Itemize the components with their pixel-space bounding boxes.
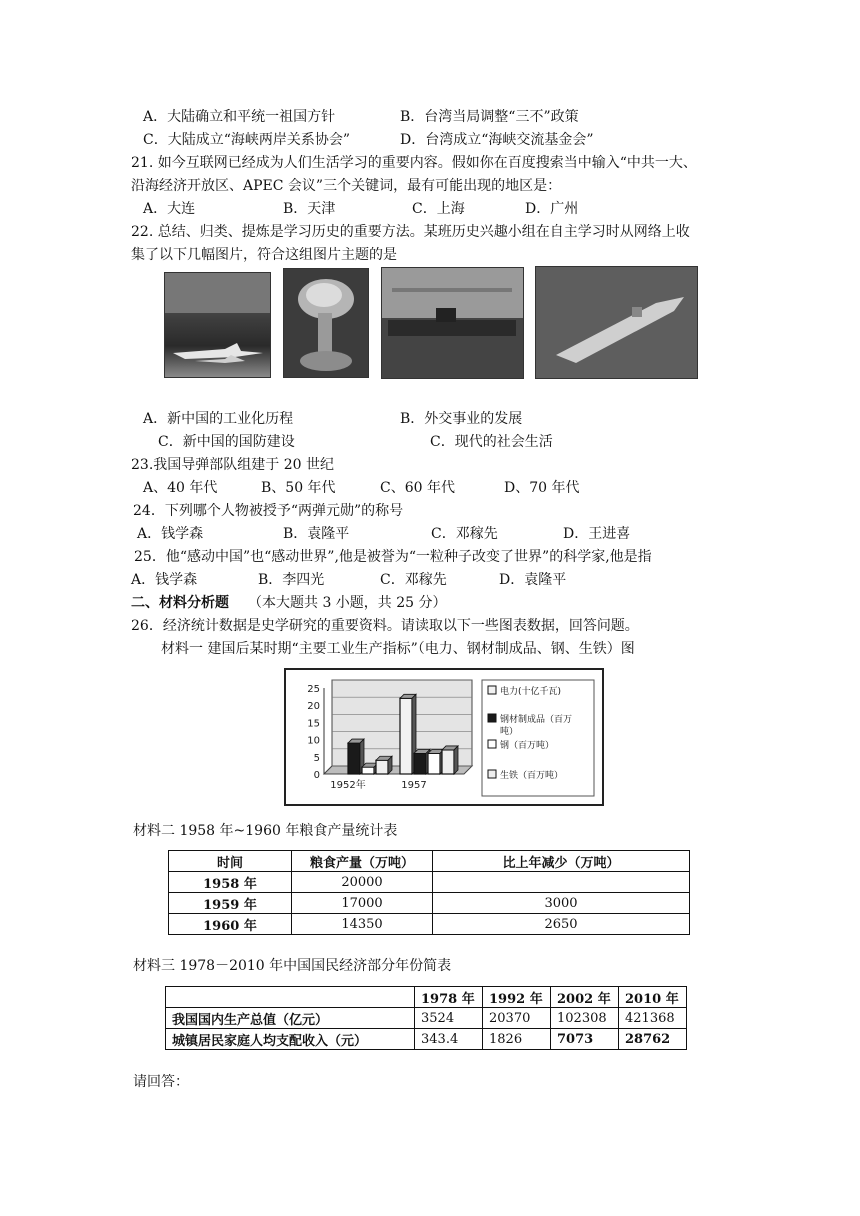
table-cell: 17000 [292,893,433,914]
q21-stem-line2: 沿海经济开放区、APEC 会议”三个关键词，最有可能出现的地区是： [131,178,562,194]
industry-chart-frame [284,668,604,806]
x-tick-label: 1952年 [330,780,366,791]
table-cell: 20000 [292,872,433,893]
table-row [169,914,690,935]
bar [414,753,426,774]
table-header-cell: 时间 [169,851,292,872]
bar [442,750,454,774]
table-cell: 7073 [551,1029,619,1050]
q20-option-d: D．台湾成立“海峡交流基金会” [400,132,594,148]
industry-bar-chart [286,670,602,804]
q25-stem: 25．他“感动中国”也“感动世界”,他是被誉为“一粒种子改变了世界”的科学家,他是指 [134,549,652,565]
table-header-cell: 2002 年 [551,987,619,1008]
legend-label: 钢材制成品（百万 [500,715,573,725]
q22-stem-line2: 集了以下几幅图片，符合这组图片主题的是 [131,247,397,263]
q21-stem-line1: 21. 如今互联网已经成为人们生活学习的重要内容。假如你在百度搜索当中输入“中共一大、 [131,155,697,171]
table-cell: 343.4 [415,1029,483,1050]
section-title: 二、材料分析题 [131,595,229,611]
bar [376,760,388,774]
legend-label: 生铁（百万吨） [500,771,564,781]
table-row [166,1008,687,1029]
table-cell: 421368 [619,1008,687,1029]
table-cell: 1960 年 [169,914,292,935]
table-cell: 14350 [292,914,433,935]
y-tick-label: 10 [307,735,320,747]
q24-option-b: B．袁隆平 [283,526,350,542]
q23-option-a: A、40 年代 [143,480,218,496]
table-cell: 城镇居民家庭人均支配收入（元） [166,1029,415,1050]
q24-option-c: C．邓稼先 [431,526,498,542]
material-1-caption: 材料一 建国后某时期“主要工业生产指标”（电力、钢材制成品、钢、生铁）图 [161,641,635,657]
material-2-caption: 材料二 1958 年~1960 年粮食产量统计表 [133,823,398,839]
legend-label: 钢（百万吨） [500,741,555,751]
table-row [169,893,690,914]
q25-option-d: D．袁隆平 [499,572,567,588]
q21-option-d: D．广州 [525,201,579,217]
legend-swatch [488,770,496,778]
table-header-cell [166,987,415,1008]
q24-option-a: A．钱学森 [137,526,204,542]
legend-label: 电力(十亿千瓦) [500,687,562,697]
table-header-cell: 1978 年 [415,987,483,1008]
ask-line: 请回答： [133,1074,189,1090]
q20-option-c: C．大陆成立“海峡两岸关系协会” [143,132,351,148]
table-header-cell: 1992 年 [483,987,551,1008]
q22-stem-line1: 22. 总结、归类、提炼是学习历史的重要方法。某班历史兴趣小组在自主学习时从网络上收 [131,224,690,240]
q22-option-d: C．现代的社会生活 [430,434,553,450]
table-row [166,1029,687,1050]
table-header-cell: 粮食产量（万吨） [292,851,433,872]
legend-swatch [488,686,496,694]
q26-stem: 26．经济统计数据是史学研究的重要资料。请读取以下一些图表数据，回答问题。 [131,618,639,634]
q20-option-b: B．台湾当局调整“三不”政策 [400,109,579,125]
table-cell: 3000 [433,893,690,914]
q22-option-b: B．外交事业的发展 [400,411,523,427]
q23-stem: 23.我国导弹部队组建于 20 世纪 [131,457,334,473]
bar [400,698,412,774]
table-cell: 102308 [551,1008,619,1029]
table-cell: 我国国内生产总值（亿元） [166,1008,415,1029]
table-header-row [166,987,687,1008]
q21-option-b: B．天津 [283,201,336,217]
economy-table [165,986,687,1050]
legend-swatch [488,740,496,748]
bar-side [454,746,458,774]
q23-option-c: C、60 年代 [380,480,455,496]
y-tick-label: 0 [313,770,320,781]
q21-option-c: C．上海 [412,201,465,217]
bar [362,767,374,774]
q25-option-c: C．邓稼先 [380,572,447,588]
submarine-photo [381,267,524,379]
y-tick-label: 20 [307,701,320,713]
q24-option-d: D．王进喜 [563,526,631,542]
table-cell [433,872,690,893]
y-tick-label: 25 [307,684,320,695]
y-tick-label: 15 [307,718,320,730]
section-note: （本大题共 3 小题，共 25 分） [248,595,447,611]
x-tick-label: 1957 [401,780,427,791]
table-row [169,872,690,893]
bar [428,753,440,774]
bar [348,743,360,774]
grain-output-table [168,850,690,935]
q25-option-b: B．李四光 [258,572,325,588]
table-cell: 3524 [415,1008,483,1029]
q25-option-a: A．钱学森 [131,572,198,588]
mushroom-cloud-photo [283,268,369,378]
q21-option-a: A．大连 [143,201,196,217]
q22-option-a: A．新中国的工业化历程 [143,411,294,427]
q20-option-a: A．大陆确立和平统一祖国方针 [143,109,336,125]
q22-option-c: C．新中国的国防建设 [158,434,295,450]
table-cell: 1958 年 [169,872,292,893]
q23-option-d: D、70 年代 [504,480,580,496]
table-cell: 1959 年 [169,893,292,914]
table-cell: 28762 [619,1029,687,1050]
material-3-caption: 材料三 1978－2010 年中国国民经济部分年份简表 [133,958,452,974]
y-tick-label: 5 [313,752,320,764]
q24-stem: 24．下列哪个人物被授予“两弹元勋”的称号 [133,503,404,519]
fighter-jets-photo [164,272,271,378]
legend-swatch [488,714,496,722]
legend-label: 吨） [500,727,519,737]
table-cell: 1826 [483,1029,551,1050]
table-header-row [169,851,690,872]
table-header-cell: 2010 年 [619,987,687,1008]
table-cell: 20370 [483,1008,551,1029]
table-header-cell: 比上年减少（万吨） [433,851,690,872]
table-cell: 2650 [433,914,690,935]
q23-option-b: B、50 年代 [261,480,336,496]
aircraft-carrier-photo [535,266,698,379]
